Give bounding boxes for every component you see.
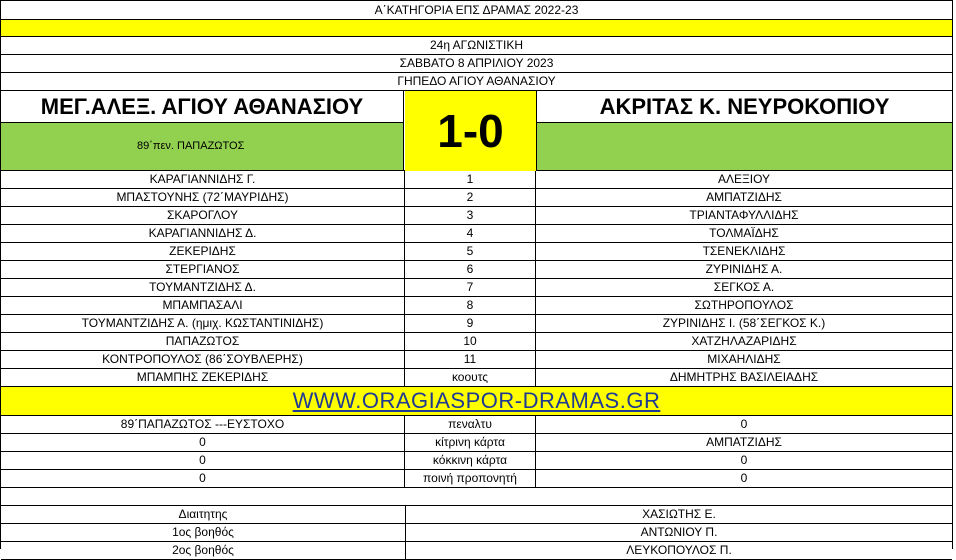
away-player: ΣΩΤΗΡΟΠΟΥΛΟΣ	[694, 298, 794, 312]
lineup-row	[1, 207, 952, 225]
official-name: ΛΕΥΚΟΠΟΥΛΟΣ Π.	[405, 542, 952, 559]
home-player: ΣΤΕΡΓΙΑΝΟΣ	[1, 261, 405, 278]
lineup-row	[1, 189, 952, 207]
home-player: ΠΑΠΑΖΩΤΟΣ	[1, 333, 405, 350]
official-name: ΑΝΤΩΝΙΟΥ Π.	[405, 524, 952, 541]
venue: ΓΗΠΕΔΟ ΑΓΙΟΥ ΑΘΑΝΑΣΙΟΥ	[397, 74, 556, 88]
match-date: ΣΑΒΒΑΤΟ 8 ΑΠΡΙΛΙΟΥ 2023	[399, 56, 554, 70]
official-row	[1, 506, 952, 524]
home-stat: 89΄ΠΑΠΑΖΩΤΟΣ ---ΕΥΣΤΟΧΟ	[1, 416, 405, 433]
away-player: ΔΗΜΗΤΡΗΣ ΒΑΣΙΛΕΙΑΔΗΣ	[669, 370, 819, 384]
home-player: ΚΑΡΑΓΙΑΝΝΙΔΗΣ Δ.	[1, 225, 405, 242]
home-player: ΤΟΥΜΑΝΤΖΙΔΗΣ Α. (ημιχ. ΚΩΣΤΑΝΤΙΝΙΔΗΣ)	[1, 315, 405, 332]
league-title-row	[1, 1, 952, 20]
away-stat: 0	[740, 417, 748, 431]
away-player: ΧΑΤΖΗΛΑΖΑΡΙΔΗΣ	[691, 334, 797, 348]
home-player: ΣΚΑΡΟΓΛΟΥ	[1, 207, 405, 224]
home-stat: 0	[1, 434, 405, 451]
stat-label: κίτρινη κάρτα	[405, 434, 536, 451]
official-row	[1, 524, 952, 542]
matchday-row	[1, 37, 952, 55]
home-player: ΚΟΝΤΡΟΠΟΥΛΟΣ (86΄ΣΟΥΒΛΕΡΗΣ)	[1, 351, 405, 368]
lineup-row	[1, 315, 952, 333]
shirt-number: 6	[405, 261, 536, 278]
shirt-number: 7	[405, 279, 536, 296]
away-player: ΤΡΙΑΝΤΑΦΥΛΛΙΔΗΣ	[689, 208, 799, 222]
away-team-block	[536, 91, 952, 171]
shirt-number: 5	[405, 243, 536, 260]
shirt-number: 3	[405, 207, 536, 224]
home-scorers	[1, 123, 403, 170]
lineup-row	[1, 297, 952, 315]
home-player: ΖΕΚΕΡΙΔΗΣ	[1, 243, 405, 260]
shirt-number: 2	[405, 189, 536, 206]
lineup-row	[1, 369, 952, 387]
matchday: 24η ΑΓΩΝΙΣΤΙΚΗ	[429, 38, 524, 52]
away-stat: ΑΜΠΑΤΖΙΔΗΣ	[706, 435, 782, 449]
home-player: ΜΠΑΜΠΑΣΑΛΙ	[1, 297, 405, 314]
official-name: ΧΑΣΙΩΤΗΣ Ε.	[405, 506, 952, 523]
website-banner	[1, 387, 952, 416]
shirt-number: 8	[405, 297, 536, 314]
home-player: ΜΠΑΣΤΟΥΝΗΣ (72΄ΜΑΥΡΙΔΗΣ)	[1, 189, 405, 206]
away-player: ΤΣΕΝΕΚΛΙΔΗΣ	[702, 244, 786, 258]
home-player: ΤΟΥΜΑΝΤΖΙΔΗΣ Δ.	[1, 279, 405, 296]
website-link[interactable]: WWW.ORAGIASPOR-DRAMAS.GR	[292, 388, 661, 413]
shirt-number: 10	[405, 333, 536, 350]
away-team-name: ΑΚΡΙΤΑΣ Κ. ΝΕΥΡΟΚΟΠΙΟΥ	[537, 91, 952, 123]
league-title: Α΄ΚΑΤΗΓΟΡΙΑ ΕΠΣ ΔΡΑΜΑΣ 2022-23	[374, 3, 579, 17]
away-player: ΖΥΡΙΝΙΔΗΣ Α.	[705, 262, 783, 276]
date-row	[1, 55, 952, 73]
away-stat: 0	[740, 453, 748, 467]
home-scorers-text: 89΄πεν. ΠΑΠΑΖΩΤΟΣ	[137, 140, 245, 152]
lineup-row	[1, 279, 952, 297]
stat-row	[1, 452, 952, 470]
officials-table	[1, 506, 952, 560]
official-role: 2ος βοηθός	[172, 543, 234, 557]
home-stat: 0	[1, 470, 405, 487]
lineup-row	[1, 243, 952, 261]
yellow-separator	[1, 20, 952, 37]
lineup-row	[1, 333, 952, 351]
shirt-number: 9	[405, 315, 536, 332]
stats-table	[1, 416, 952, 488]
lineup-row	[1, 351, 952, 369]
stat-row	[1, 416, 952, 434]
venue-row	[1, 73, 952, 91]
stat-row	[1, 470, 952, 488]
lineup-row	[1, 261, 952, 279]
stat-row	[1, 434, 952, 452]
stat-label: ποινή προπονητή	[405, 470, 536, 487]
shirt-number: 4	[405, 225, 536, 242]
home-team-name: ΜΕΓ.ΑΛΕΞ. ΑΓΙΟΥ ΑΘΑΝΑΣΙΟΥ	[1, 91, 403, 123]
stat-label: πεναλτυ	[405, 416, 536, 433]
stat-label: κόκκινη κάρτα	[405, 452, 536, 469]
shirt-number: 11	[405, 351, 536, 368]
official-row	[1, 542, 952, 560]
home-player: ΚΑΡΑΓΙΑΝΝΙΔΗΣ Γ.	[1, 171, 405, 188]
away-player: ΣΕΓΚΟΣ Α.	[713, 280, 775, 294]
lineup-row	[1, 225, 952, 243]
lineups-table	[1, 171, 952, 387]
home-player: ΜΠΑΜΠΗΣ ΖΕΚΕΡΙΔΗΣ	[1, 369, 405, 386]
away-player: ΖΥΡΙΝΙΔΗΣ Ι. (58΄ΣΕΓΚΟΣ Κ.)	[662, 316, 826, 330]
official-role: 1ος βοηθός	[172, 525, 234, 539]
away-player: ΑΛΕΞΙΟΥ	[717, 172, 771, 186]
away-player: ΜΙΧΑΗΛΙΔΗΣ	[707, 352, 781, 366]
home-team-block	[1, 91, 404, 171]
away-player: ΑΜΠΑΤΖΙΔΗΣ	[706, 190, 782, 204]
shirt-number: 1	[405, 171, 536, 188]
blank-row	[1, 488, 952, 506]
away-scorers	[537, 123, 952, 170]
away-stat: 0	[740, 471, 748, 485]
match-header	[1, 91, 952, 171]
away-player: ΤΟΛΜΑΪΔΗΣ	[709, 226, 779, 240]
shirt-number: κοουτς	[405, 369, 536, 386]
home-stat: 0	[1, 452, 405, 469]
lineup-row	[1, 171, 952, 189]
score: 1-0	[405, 91, 536, 171]
official-role: Διαιτητης	[178, 507, 228, 521]
